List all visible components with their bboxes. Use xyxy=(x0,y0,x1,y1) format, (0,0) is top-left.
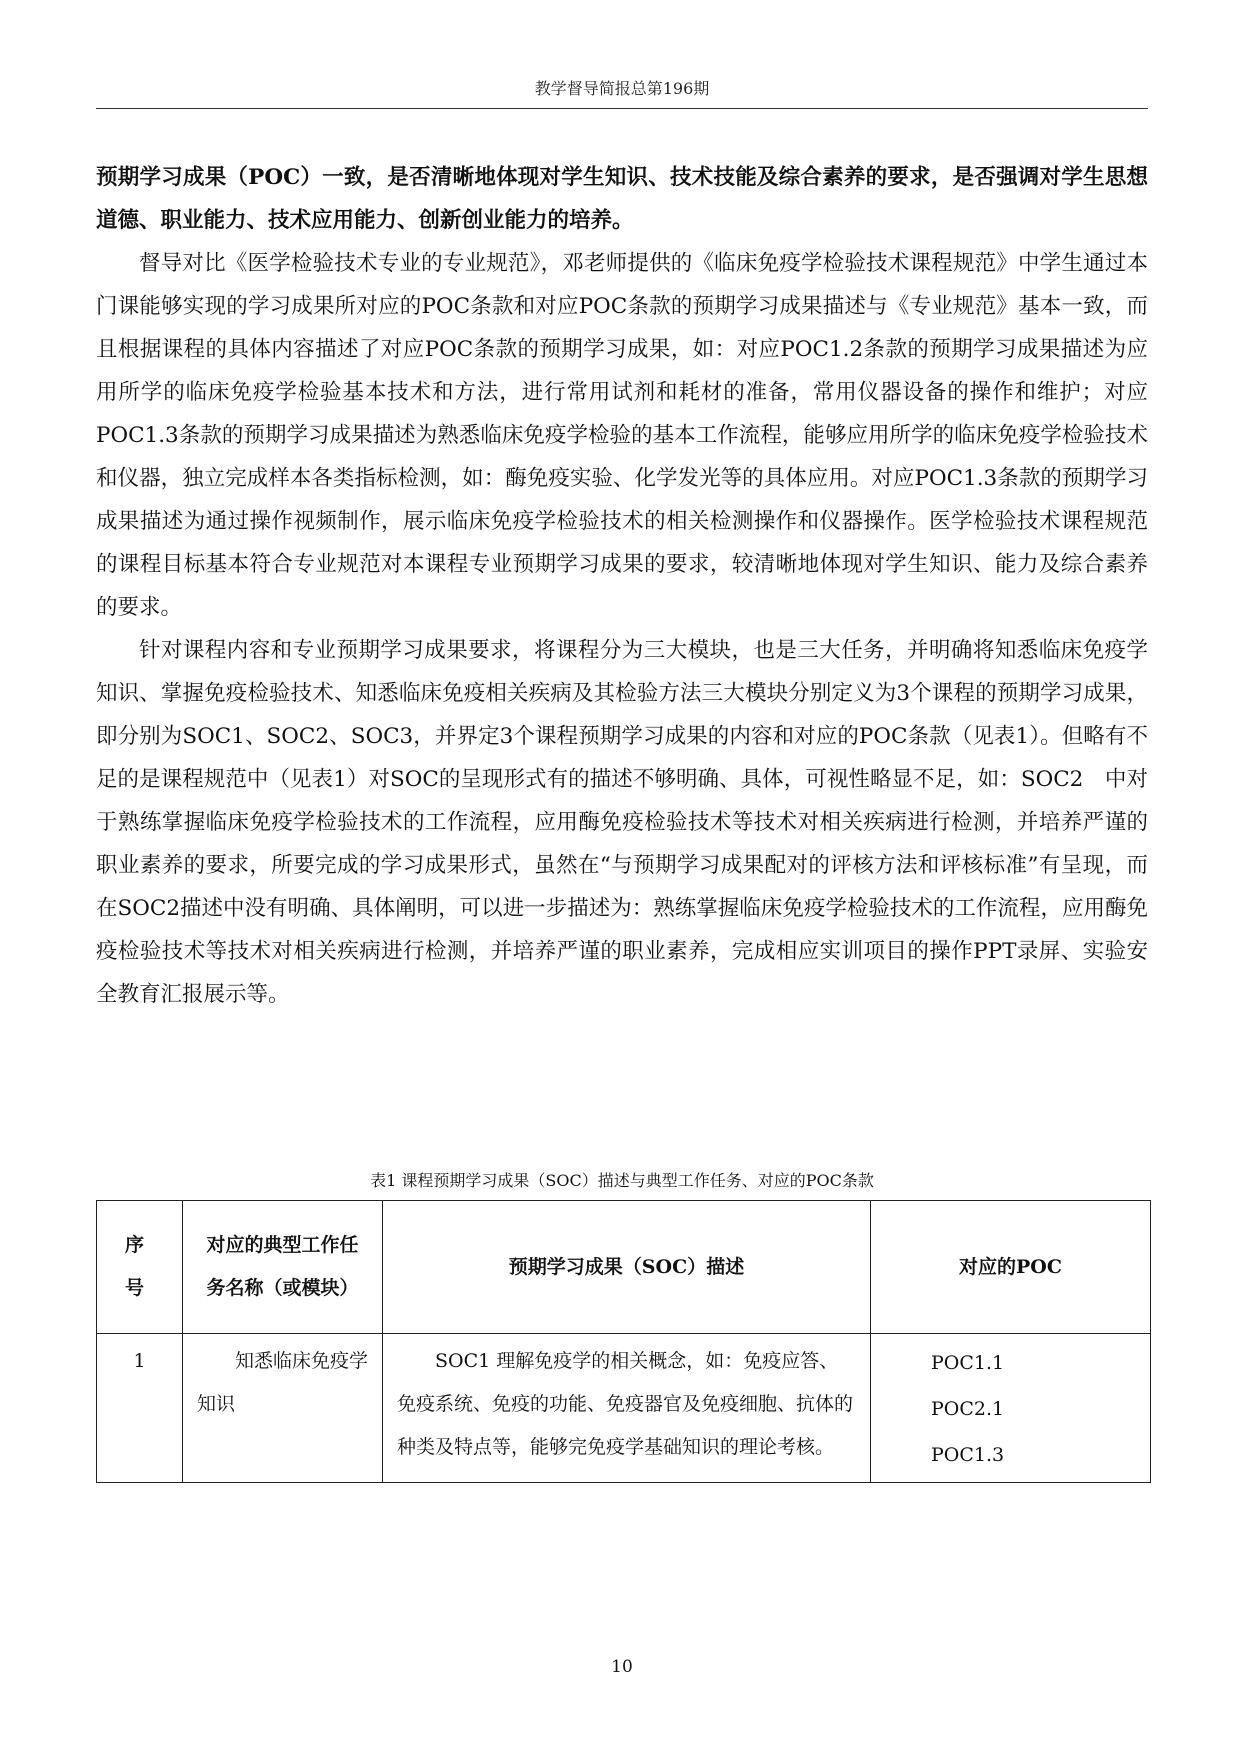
page-number: 10 xyxy=(611,1657,633,1677)
table-row xyxy=(97,1334,1151,1483)
table-caption: 表1 课程预期学习成果（SOC）描述与典型工作任务、对应的POC条款 xyxy=(370,1171,874,1190)
table-header-row xyxy=(97,1201,1151,1334)
row-poc-list xyxy=(871,1334,1151,1483)
poc-item: POC2.1 xyxy=(931,1398,1005,1420)
page-header xyxy=(96,76,1148,109)
paragraph-course-modules: 针对课程内容和专业预期学习成果要求，将课程分为三大模块，也是三大任务，并明确将知悉临床免疫学知识、掌握免疫检验技术、知悉临床免疫相关疾病及其检验方法三大模块分别定义为3个课程的预期学习成果，即分别为SOC1、SOC2、SOC3，并界定3个课程预期学习成果的内容和对应的POC条款（见表1）。但略有不足的是课程规范中（见表1）对SOC的呈现形式有的描述不够明确、具体，可视性略显不足，如：SOC2 中对于熟练掌握临床免疫学检验技术的工作流程，应用酶免疫检验技术等技术对相关疾病进行检测，并培养严谨的职业素养的要求，所要完成的学习成果形式，虽然在“与预期学习成果配对的评核方法和评核标准”有呈现，而在SOC2描述中没有明确、具体阐明，可以进一步描述为：熟练掌握临床免疫学检验技术的工作流程，应用酶免疫检验技术等技术对相关疾病进行检测，并培养严谨的职业素养，完成相应实训项目的操作PPT录屏、实验安全教育汇报展示等。 xyxy=(96,638,1148,1007)
soc-table xyxy=(96,1200,1151,1483)
header-task: 对应的典型工作任务名称（或模块） xyxy=(183,1201,383,1334)
row-soc-description: SOC1 理解免疫学的相关概念，如：免疫应答、免疫系统、免疫的功能、免疫器官及免疫细胞、抗体的种类及特点等，能够完免疫学基础知识的理论考核。 xyxy=(383,1334,871,1483)
paragraph-curriculum-comparison: 督导对比《医学检验技术专业的专业规范》，邓老师提供的《临床免疫学检验技术课程规范》中学生通过本门课能够实现的学习成果所对应的POC条款和对应POC条款的预期学习成果描述与《专业规范》基本一致，而且根据课程的具体内容描述了对应POC条款的预期学习成果，如：对应POC1.2条款的预期学习成果描述为应用所学的临床免疫学检验基本技术和方法，进行常用试剂和耗材的准备，常用仪器设备的操作和维护；对应POC1.3条款的预期学习成果描述为熟悉临床免疫学检验的基本工作流程，能够应用所学的临床免疫学检验技术和仪器，独立完成样本各类指标检测，如：酶免疫实验、化学发光等的具体应用。对应POC1.3条款的预期学习成果描述为通过操作视频制作，展示临床免疫学检验技术的相关检测操作和仪器操作。医学检验技术课程规范的课程目标基本符合专业规范对本课程专业预期学习成果的要求，较清晰地体现对学生知识、能力及综合素养的要求。 xyxy=(96,251,1148,620)
header-number: 序号 xyxy=(97,1201,183,1334)
header-title: 教学督导简报总第196期 xyxy=(534,79,710,98)
row-task-text: 知悉临床免疫学知识 xyxy=(197,1350,369,1415)
lead-paragraph: 预期学习成果（POC）一致，是否清晰地体现对学生知识、技术技能及综合素养的要求，是否强调对学生思想道德、职业能力、技术应用能力、创新创业能力的培养。 xyxy=(96,165,1148,233)
poc-item: POC1.3 xyxy=(931,1444,1005,1466)
header-poc: 对应的POC xyxy=(871,1201,1151,1334)
header-soc: 预期学习成果（SOC）描述 xyxy=(383,1201,871,1334)
row-task xyxy=(183,1334,383,1483)
row-number: 1 xyxy=(97,1334,183,1483)
body-text xyxy=(96,156,1148,1016)
poc-item: POC1.1 xyxy=(931,1352,1005,1374)
